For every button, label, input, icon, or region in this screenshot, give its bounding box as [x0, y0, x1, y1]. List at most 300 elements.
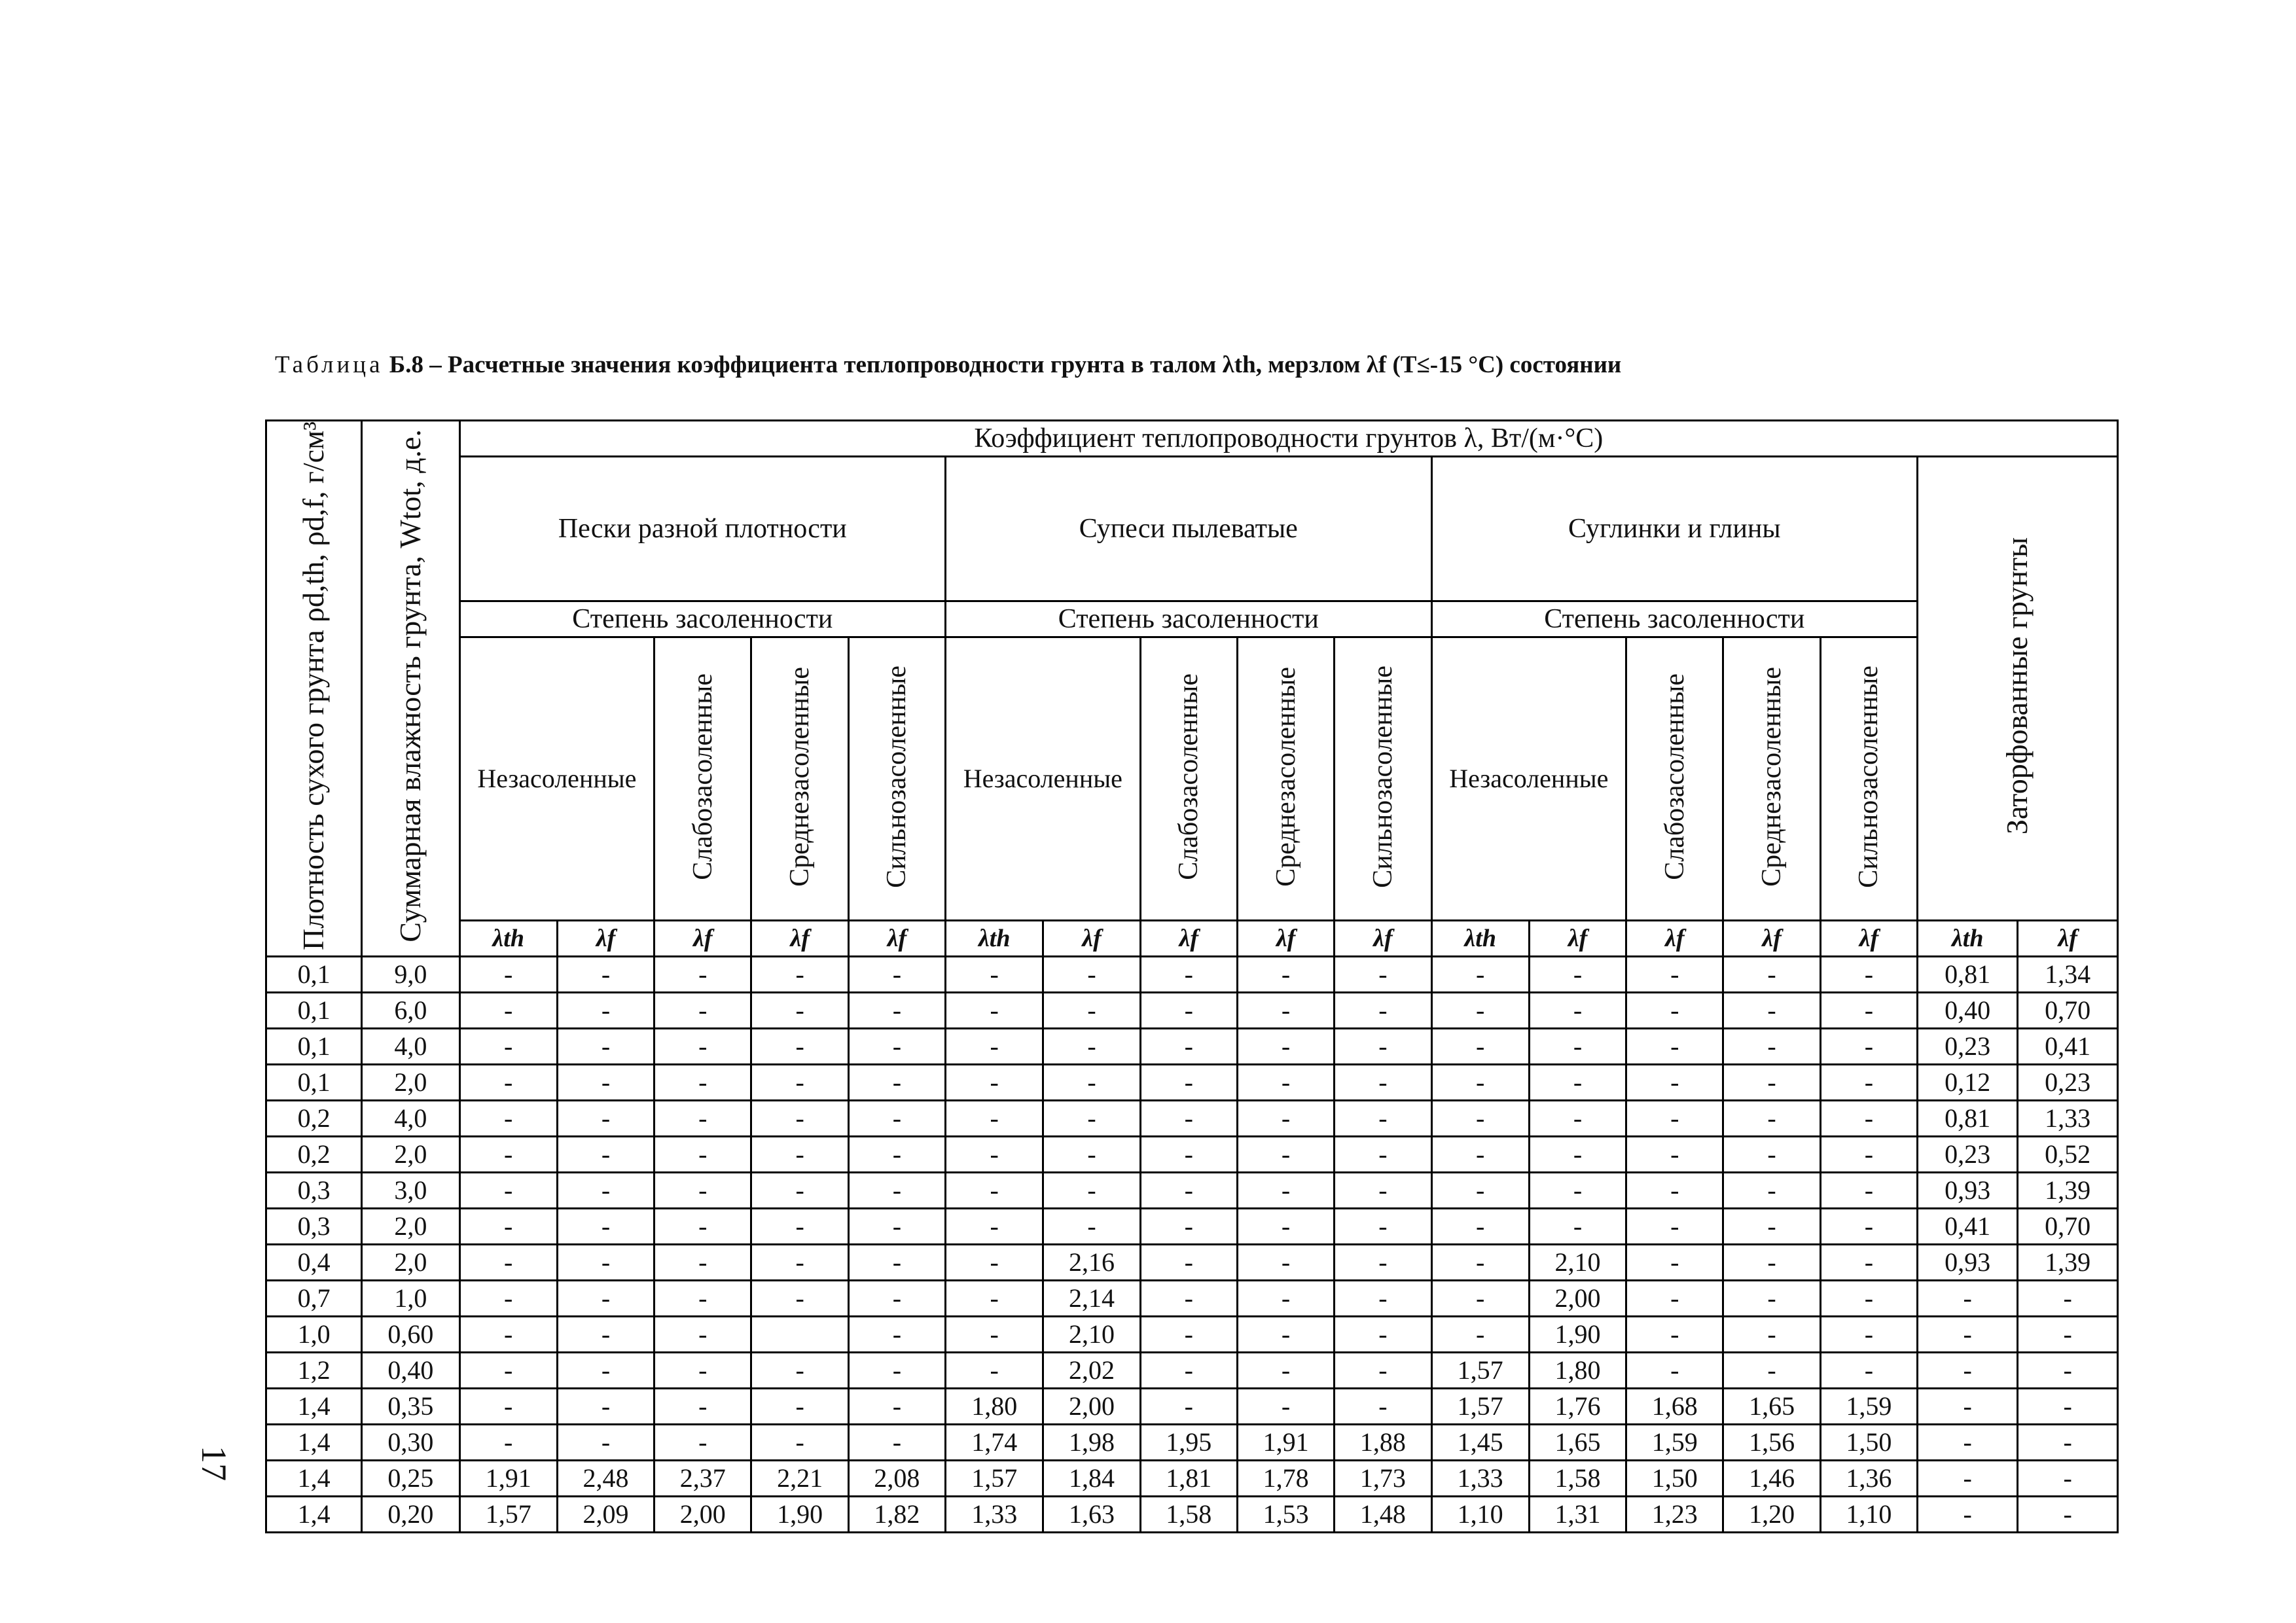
value-cell: - — [1335, 1389, 1431, 1425]
density-cell: 0,3 — [266, 1209, 362, 1245]
moisture-cell: 1,0 — [362, 1281, 459, 1317]
value-cell: - — [946, 1065, 1043, 1101]
salinity-header-sands: Степень засоленности — [459, 601, 945, 637]
value-cell: - — [2018, 1425, 2118, 1461]
value-cell: - — [1529, 1101, 1626, 1137]
value-cell: - — [1043, 993, 1140, 1029]
value-cell: 2,10 — [1043, 1317, 1140, 1353]
value-cell: - — [1335, 1137, 1431, 1173]
value-cell: - — [1723, 1065, 1820, 1101]
value-cell: - — [1918, 1317, 2018, 1353]
value-cell: - — [459, 1317, 557, 1353]
value-cell: - — [1431, 957, 1529, 993]
value-cell: - — [751, 1425, 848, 1461]
value-cell: 1,34 — [2018, 957, 2118, 993]
value-cell: 1,82 — [848, 1497, 945, 1533]
value-cell: 1,90 — [1529, 1317, 1626, 1353]
value-cell: - — [1723, 1209, 1820, 1245]
value-cell: - — [1723, 1353, 1820, 1389]
value-cell: - — [557, 1173, 654, 1209]
value-cell: 1,58 — [1529, 1461, 1626, 1497]
main-header: Коэффициент теплопроводности грунтов λ, Вт/(м·°С) — [459, 421, 2117, 457]
symbol-cell: λf — [848, 921, 945, 957]
value-cell: - — [1237, 1209, 1334, 1245]
density-cell: 0,2 — [266, 1137, 362, 1173]
table-row — [266, 1173, 2118, 1209]
density-cell: 1,4 — [266, 1389, 362, 1425]
value-cell: 1,33 — [946, 1497, 1043, 1533]
value-cell: 0,81 — [1918, 957, 2018, 993]
moisture-cell: 2,0 — [362, 1137, 459, 1173]
value-cell: - — [655, 1389, 751, 1425]
value-cell: 0,23 — [1918, 1029, 2018, 1065]
value-cell: 1,98 — [1043, 1425, 1140, 1461]
value-cell: - — [1723, 1137, 1820, 1173]
value-cell: 1,39 — [2018, 1173, 2118, 1209]
value-cell: - — [1335, 1281, 1431, 1317]
value-cell: - — [1918, 1353, 2018, 1389]
value-cell: - — [751, 1173, 848, 1209]
value-cell: - — [1237, 1065, 1334, 1101]
value-cell: - — [1237, 1245, 1334, 1281]
symbol-cell: λth — [946, 921, 1043, 957]
value-cell: 1,59 — [1626, 1425, 1723, 1461]
value-cell: - — [1529, 1137, 1626, 1173]
value-cell: - — [557, 1137, 654, 1173]
peat-header: Заторфованные грунты — [1918, 457, 2118, 921]
moisture-cell: 0,25 — [362, 1461, 459, 1497]
value-cell: - — [1237, 1173, 1334, 1209]
value-cell: 1,74 — [946, 1425, 1043, 1461]
value-cell: - — [1431, 1209, 1529, 1245]
slight-loams: Слабозасоленные — [1626, 637, 1723, 921]
value-cell: 1,78 — [1237, 1461, 1334, 1497]
value-cell: - — [1626, 993, 1723, 1029]
density-cell: 1,0 — [266, 1317, 362, 1353]
moisture-cell: 2,0 — [362, 1065, 459, 1101]
value-cell: 1,84 — [1043, 1461, 1140, 1497]
value-cell: - — [1820, 1101, 1917, 1137]
value-cell — [751, 1317, 848, 1353]
value-cell: 2,14 — [1043, 1281, 1140, 1317]
value-cell: - — [1335, 1317, 1431, 1353]
value-cell: - — [1723, 1245, 1820, 1281]
value-cell: 1,48 — [1335, 1497, 1431, 1533]
value-cell: - — [946, 1281, 1043, 1317]
symbol-cell: λf — [751, 921, 848, 957]
symbol-cell: λth — [459, 921, 557, 957]
value-cell: - — [655, 1425, 751, 1461]
value-cell: - — [848, 993, 945, 1029]
value-cell: - — [1140, 1209, 1237, 1245]
value-cell: 0,70 — [2018, 1209, 2118, 1245]
density-cell: 0,4 — [266, 1245, 362, 1281]
value-cell: 1,36 — [1820, 1461, 1917, 1497]
value-cell: 0,41 — [1918, 1209, 2018, 1245]
moisture-cell: 6,0 — [362, 993, 459, 1029]
value-cell: - — [848, 1137, 945, 1173]
value-cell: 1,88 — [1335, 1425, 1431, 1461]
value-cell: - — [751, 1101, 848, 1137]
value-cell: - — [751, 957, 848, 993]
value-cell: - — [751, 1281, 848, 1317]
unsalted-loams: Незасоленные — [1431, 637, 1626, 921]
value-cell: - — [1140, 1389, 1237, 1425]
density-cell: 1,2 — [266, 1353, 362, 1389]
caption-symbol-frozen: λf — [1366, 351, 1387, 378]
value-cell: - — [1529, 993, 1626, 1029]
table-row — [266, 957, 2118, 993]
moisture-cell: 9,0 — [362, 957, 459, 993]
value-cell: - — [946, 1209, 1043, 1245]
value-cell: 1,46 — [1723, 1461, 1820, 1497]
symbol-cell: λf — [1626, 921, 1723, 957]
value-cell: 1,91 — [459, 1461, 557, 1497]
value-cell: - — [1237, 1317, 1334, 1353]
value-cell: - — [1140, 993, 1237, 1029]
value-cell: - — [848, 1353, 945, 1389]
value-cell: - — [1626, 1065, 1723, 1101]
table-row — [266, 1461, 2118, 1497]
medium-sands: Среднезасоленные — [751, 637, 848, 921]
value-cell: 1,53 — [1237, 1497, 1334, 1533]
symbol-cell: λf — [1043, 921, 1140, 957]
value-cell: - — [1529, 1065, 1626, 1101]
value-cell: - — [946, 1317, 1043, 1353]
value-cell: - — [1431, 1065, 1529, 1101]
value-cell: - — [751, 1245, 848, 1281]
medium-sandy-loams: Среднезасоленные — [1237, 637, 1334, 921]
density-cell: 0,1 — [266, 993, 362, 1029]
value-cell: - — [946, 1137, 1043, 1173]
value-cell: 1,65 — [1529, 1425, 1626, 1461]
value-cell: 0,52 — [2018, 1137, 2118, 1173]
value-cell: - — [459, 1065, 557, 1101]
value-cell: - — [655, 1281, 751, 1317]
table-row — [266, 1065, 2118, 1101]
density-cell: 0,3 — [266, 1173, 362, 1209]
value-cell: - — [848, 1065, 945, 1101]
symbol-cell: λf — [1723, 921, 1820, 957]
value-cell: 1,81 — [1140, 1461, 1237, 1497]
value-cell: - — [848, 1317, 945, 1353]
value-cell: 0,23 — [1918, 1137, 2018, 1173]
value-cell: - — [1237, 1353, 1334, 1389]
value-cell: - — [655, 1137, 751, 1173]
unsalted-sandy-loams: Незасоленные — [946, 637, 1141, 921]
value-cell: - — [1820, 993, 1917, 1029]
value-cell: 1,50 — [1626, 1461, 1723, 1497]
value-cell: - — [1918, 1497, 2018, 1533]
value-cell: 1,76 — [1529, 1389, 1626, 1425]
salinity-header-sandy-loams: Степень засоленности — [946, 601, 1431, 637]
value-cell: - — [655, 1101, 751, 1137]
value-cell: - — [1140, 1029, 1237, 1065]
value-cell: - — [557, 1065, 654, 1101]
value-cell: - — [1335, 1209, 1431, 1245]
value-cell: - — [459, 1389, 557, 1425]
page-number: 17 — [194, 1446, 234, 1481]
value-cell: - — [1237, 1389, 1334, 1425]
value-cell: - — [1140, 1245, 1237, 1281]
density-cell: 1,4 — [266, 1425, 362, 1461]
caption-text: – Расчетные значения коэффициента теплопроводности грунта в талом — [429, 351, 1217, 378]
value-cell: 1,57 — [946, 1461, 1043, 1497]
value-cell: - — [1723, 1101, 1820, 1137]
moisture-cell: 4,0 — [362, 1101, 459, 1137]
table-body — [266, 957, 2118, 1533]
value-cell: - — [1335, 1245, 1431, 1281]
value-cell: - — [655, 1029, 751, 1065]
value-cell: - — [848, 1209, 945, 1245]
value-cell: - — [1237, 1029, 1334, 1065]
value-cell: - — [2018, 1461, 2118, 1497]
value-cell: - — [557, 1281, 654, 1317]
value-cell: 2,21 — [751, 1461, 848, 1497]
value-cell: - — [459, 993, 557, 1029]
value-cell: 2,00 — [1529, 1281, 1626, 1317]
value-cell: - — [848, 1281, 945, 1317]
value-cell: - — [1043, 1029, 1140, 1065]
value-cell: 1,50 — [1820, 1425, 1917, 1461]
value-cell: - — [1431, 1281, 1529, 1317]
density-cell: 1,4 — [266, 1497, 362, 1533]
value-cell: - — [848, 1101, 945, 1137]
value-cell: - — [655, 1173, 751, 1209]
value-cell: - — [2018, 1317, 2118, 1353]
value-cell: - — [1140, 1065, 1237, 1101]
value-cell: - — [2018, 1497, 2118, 1533]
value-cell: - — [1431, 1137, 1529, 1173]
value-cell: - — [946, 1173, 1043, 1209]
value-cell: - — [946, 1029, 1043, 1065]
value-cell: - — [655, 1245, 751, 1281]
value-cell: 1,39 — [2018, 1245, 2118, 1281]
value-cell: - — [1820, 957, 1917, 993]
table-row — [266, 1317, 2118, 1353]
value-cell: 0,70 — [2018, 993, 2118, 1029]
value-cell: - — [1820, 1209, 1917, 1245]
value-cell: - — [1918, 1281, 2018, 1317]
value-cell: - — [848, 1029, 945, 1065]
value-cell: - — [1237, 957, 1334, 993]
table-row — [266, 1497, 2118, 1533]
strong-sandy-loams: Сильнозасоленные — [1335, 637, 1431, 921]
value-cell: - — [848, 1425, 945, 1461]
value-cell: - — [1043, 1173, 1140, 1209]
value-cell: 2,37 — [655, 1461, 751, 1497]
value-cell: - — [1723, 1029, 1820, 1065]
medium-loams: Среднезасоленные — [1723, 637, 1820, 921]
table-row — [266, 1209, 2118, 1245]
moisture-cell: 0,35 — [362, 1389, 459, 1425]
value-cell: - — [1140, 1281, 1237, 1317]
density-cell: 0,1 — [266, 957, 362, 993]
value-cell: - — [848, 1245, 945, 1281]
value-cell: 1,56 — [1723, 1425, 1820, 1461]
density-header: Плотность сухого грунта ρd,th, ρd,f, г/см³ — [266, 421, 362, 957]
value-cell: 1,31 — [1529, 1497, 1626, 1533]
value-cell: - — [848, 957, 945, 993]
slight-sands: Слабозасоленные — [655, 637, 751, 921]
value-cell: - — [1723, 1173, 1820, 1209]
value-cell: - — [848, 1389, 945, 1425]
value-cell: - — [946, 1101, 1043, 1137]
value-cell: - — [557, 957, 654, 993]
thermal-conductivity-table — [265, 419, 2119, 1533]
value-cell: - — [655, 1353, 751, 1389]
group-loams-clays: Суглинки и глины — [1431, 457, 1917, 601]
table-row — [266, 993, 2118, 1029]
value-cell: 1,65 — [1723, 1389, 1820, 1425]
value-cell: 1,80 — [946, 1389, 1043, 1425]
value-cell: - — [1237, 993, 1334, 1029]
value-cell: - — [655, 1317, 751, 1353]
symbol-row — [266, 921, 2118, 957]
value-cell: 0,41 — [2018, 1029, 2118, 1065]
moisture-cell: 0,60 — [362, 1317, 459, 1353]
value-cell: - — [1626, 1317, 1723, 1353]
value-cell: 1,57 — [1431, 1353, 1529, 1389]
value-cell: 1,33 — [1431, 1461, 1529, 1497]
value-cell: 2,00 — [655, 1497, 751, 1533]
value-cell: 1,58 — [1140, 1497, 1237, 1533]
value-cell: 1,80 — [1529, 1353, 1626, 1389]
value-cell: - — [1918, 1425, 2018, 1461]
value-cell: - — [1723, 993, 1820, 1029]
symbol-cell: λf — [1237, 921, 1334, 957]
value-cell: 1,33 — [2018, 1101, 2118, 1137]
value-cell: - — [1820, 1029, 1917, 1065]
value-cell: - — [557, 1353, 654, 1389]
value-cell: - — [1626, 1137, 1723, 1173]
value-cell: - — [1431, 1101, 1529, 1137]
value-cell: - — [459, 1029, 557, 1065]
value-cell: - — [557, 1389, 654, 1425]
value-cell: - — [1043, 1101, 1140, 1137]
value-cell: - — [557, 1209, 654, 1245]
symbol-cell: λf — [1820, 921, 1917, 957]
value-cell: - — [1431, 1173, 1529, 1209]
table-row — [266, 1389, 2118, 1425]
moisture-cell: 2,0 — [362, 1209, 459, 1245]
symbol-cell: λf — [1335, 921, 1431, 957]
density-cell: 0,1 — [266, 1029, 362, 1065]
value-cell: 2,48 — [557, 1461, 654, 1497]
moisture-cell: 0,20 — [362, 1497, 459, 1533]
moisture-cell: 0,30 — [362, 1425, 459, 1461]
value-cell: - — [459, 1173, 557, 1209]
moisture-header: Суммарная влажность грунта, Wtot, д.е. — [362, 421, 459, 957]
unsalted-sands: Незасоленные — [459, 637, 655, 921]
value-cell: - — [459, 1137, 557, 1173]
value-cell: - — [1043, 957, 1140, 993]
value-cell: - — [1043, 1065, 1140, 1101]
table-row — [266, 1281, 2118, 1317]
value-cell: - — [1237, 1137, 1334, 1173]
value-cell: - — [1335, 993, 1431, 1029]
moisture-cell: 3,0 — [362, 1173, 459, 1209]
value-cell: - — [751, 1029, 848, 1065]
value-cell: - — [1335, 1353, 1431, 1389]
value-cell: - — [1723, 957, 1820, 993]
value-cell: - — [1529, 1209, 1626, 1245]
value-cell: 2,16 — [1043, 1245, 1140, 1281]
value-cell: - — [1723, 1317, 1820, 1353]
value-cell: - — [1335, 1101, 1431, 1137]
value-cell: - — [751, 1209, 848, 1245]
density-cell: 0,1 — [266, 1065, 362, 1101]
value-cell: 1,91 — [1237, 1425, 1334, 1461]
value-cell: - — [459, 1245, 557, 1281]
value-cell: 1,45 — [1431, 1425, 1529, 1461]
value-cell: 1,59 — [1820, 1389, 1917, 1425]
value-cell: 2,08 — [848, 1461, 945, 1497]
value-cell: - — [1335, 1029, 1431, 1065]
symbol-cell: λf — [1529, 921, 1626, 957]
value-cell: - — [1431, 1029, 1529, 1065]
value-cell: - — [1820, 1353, 1917, 1389]
value-cell: 1,23 — [1626, 1497, 1723, 1533]
value-cell: - — [557, 1245, 654, 1281]
symbol-cell: λf — [1140, 921, 1237, 957]
value-cell: - — [1918, 1461, 2018, 1497]
value-cell: - — [946, 993, 1043, 1029]
value-cell: - — [1237, 1101, 1334, 1137]
salinity-header-loams: Степень засоленности — [1431, 601, 1917, 637]
value-cell: 2,02 — [1043, 1353, 1140, 1389]
value-cell: - — [751, 1065, 848, 1101]
value-cell: - — [655, 993, 751, 1029]
value-cell: - — [1820, 1173, 1917, 1209]
value-cell: - — [1723, 1281, 1820, 1317]
symbol-cell: λf — [557, 921, 654, 957]
value-cell: - — [557, 1425, 654, 1461]
value-cell: - — [1335, 1065, 1431, 1101]
slight-sandy-loams: Слабозасоленные — [1140, 637, 1237, 921]
value-cell: - — [1431, 993, 1529, 1029]
value-cell: - — [1820, 1065, 1917, 1101]
table-row — [266, 1029, 2118, 1065]
value-cell: 1,57 — [1431, 1389, 1529, 1425]
value-cell: - — [1140, 957, 1237, 993]
density-cell: 1,4 — [266, 1461, 362, 1497]
value-cell: 0,93 — [1918, 1245, 2018, 1281]
value-cell: - — [459, 1425, 557, 1461]
value-cell: - — [1043, 1137, 1140, 1173]
value-cell: - — [2018, 1389, 2118, 1425]
value-cell: - — [655, 1209, 751, 1245]
value-cell: 1,57 — [459, 1497, 557, 1533]
value-cell: 1,90 — [751, 1497, 848, 1533]
value-cell: - — [1140, 1173, 1237, 1209]
value-cell: - — [1626, 1029, 1723, 1065]
value-cell: - — [1820, 1281, 1917, 1317]
value-cell: 0,81 — [1918, 1101, 2018, 1137]
density-cell: 0,7 — [266, 1281, 362, 1317]
value-cell: - — [1335, 1173, 1431, 1209]
value-cell: - — [1529, 957, 1626, 993]
value-cell: - — [1626, 1245, 1723, 1281]
value-cell: - — [1140, 1353, 1237, 1389]
moisture-cell: 4,0 — [362, 1029, 459, 1065]
value-cell: - — [1626, 1281, 1723, 1317]
value-cell: 0,93 — [1918, 1173, 2018, 1209]
value-cell: 1,10 — [1820, 1497, 1917, 1533]
value-cell: - — [751, 1389, 848, 1425]
value-cell: - — [1626, 1353, 1723, 1389]
value-cell: - — [1431, 1245, 1529, 1281]
